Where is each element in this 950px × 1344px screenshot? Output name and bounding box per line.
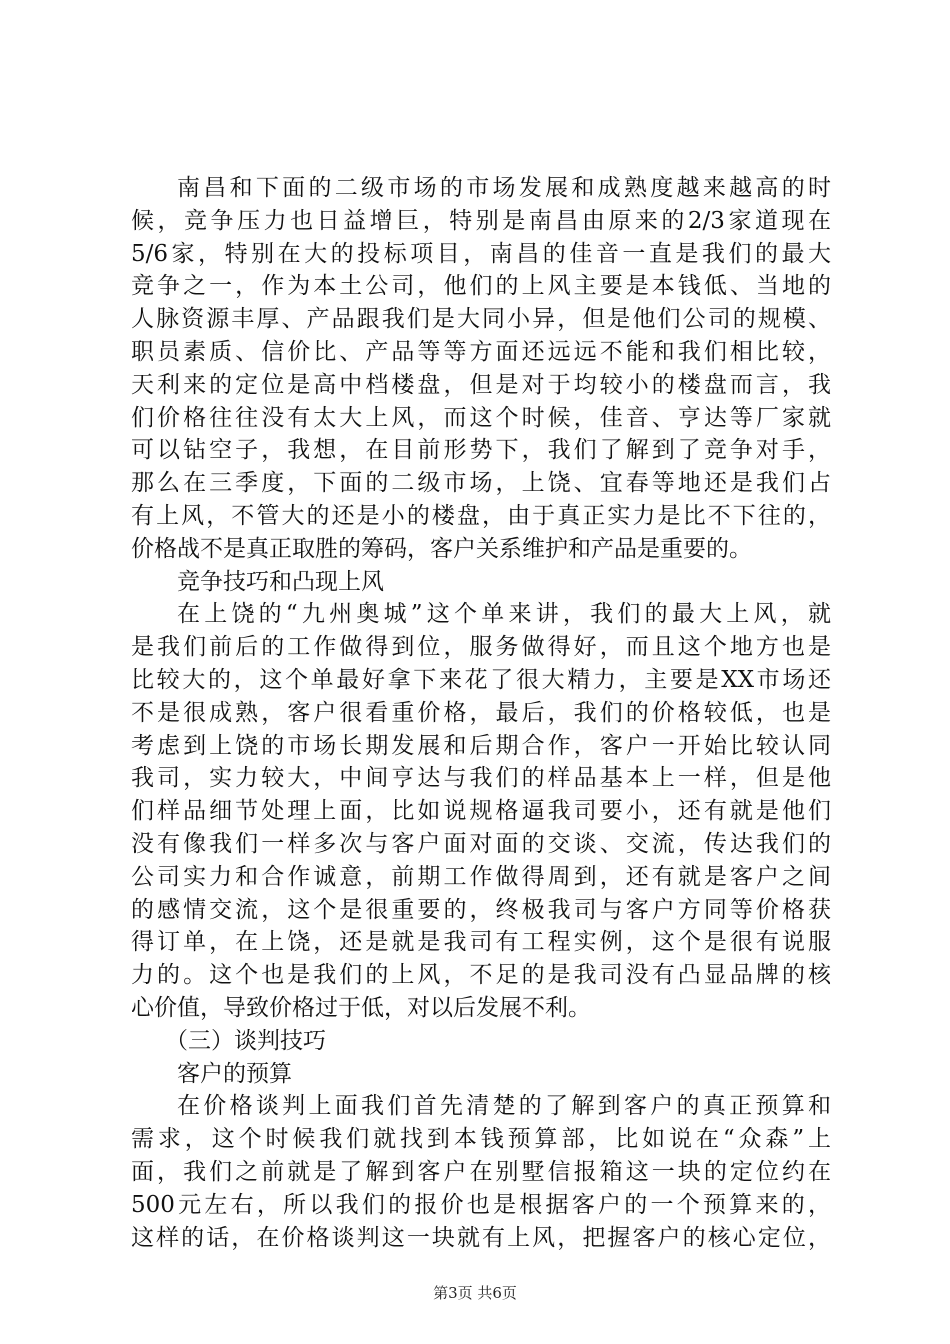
paragraph-line: 得订单，在上饶，还是就是我司有工程实例，这个是很有说服 — [131, 929, 831, 956]
paragraph-line: 南昌和下面的二级市场的市场发展和成熟度越来越高的时 — [177, 175, 831, 201]
paragraph-line: 500元左右，所以我们的报价也是根据客户的一个预算来的， — [131, 1191, 831, 1218]
page-number-footer: 第3页 共6页 — [433, 1284, 517, 1302]
paragraph-line: 的感情交流，这个是很重要的，终极我司与客户方同等价格获 — [131, 896, 831, 923]
document-body — [131, 172, 831, 1254]
paragraph-line: 在价格谈判上面我们首先清楚的了解到客户的真正预算和 — [177, 1093, 831, 1120]
paragraph-line: 是我们前后的工作做得到位，服务做得好，而且这个地方也是 — [131, 634, 831, 661]
paragraph-line: 这样的话，在价格谈判这一块就有上风，把握客户的核心定位， — [131, 1224, 831, 1251]
paragraph-line: 公司实力和合作诚意，前期工作做得周到，还有就是客户之间 — [131, 863, 831, 890]
paragraph-line: 候，竞争压力也日益增巨，特别是南昌由原来的2/3家道现在 — [131, 207, 831, 234]
paragraph-line: 在上饶的“九州奥城”这个单来讲，我们的最大上风，就 — [177, 601, 831, 628]
paragraph-line: 需求，这个时候我们就找到本钱预算部，比如说在“众森”上 — [131, 1126, 831, 1153]
section-heading: 客户的预算 — [177, 1060, 292, 1087]
paragraph-line: 心价值，导致价格过于低，对以后发展不利。 — [131, 994, 591, 1021]
section-heading: （三）谈判技巧 — [165, 1027, 326, 1054]
paragraph-line: 价格战不是真正取胜的筹码，客户关系维护和产品是重要的。 — [131, 535, 752, 562]
paragraph-line: 那么在三季度，下面的二级市场，上饶、宜春等地还是我们占 — [131, 470, 831, 497]
paragraph-line: 们样品细节处理上面，比如说规格逼我司要小，还有就是他们 — [131, 798, 831, 825]
paragraph-line: 天利来的定位是高中档楼盘，但是对于均较小的楼盘而言，我 — [131, 371, 831, 398]
paragraph-line: 职员素质、信价比、产品等等方面还远远不能和我们相比较， — [131, 338, 831, 365]
paragraph-line: 比较大的，这个单最好拿下来花了很大精力，主要是XX市场还 — [131, 666, 831, 693]
paragraph-line: 可以钻空子，我想，在目前形势下，我们了解到了竞争对手， — [131, 437, 831, 464]
paragraph-line: 有上风，不管大的还是小的楼盘，由于真正实力是比不下往的， — [131, 502, 831, 529]
paragraph-line: 力的。这个也是我们的上风，不足的是我司没有凸显品牌的核 — [131, 962, 831, 989]
paragraph-line: 们价格往往没有太大上风，而这个时候，佳音、亨达等厂家就 — [131, 404, 831, 431]
paragraph-line: 5/6家，特别在大的投标项目，南昌的佳音一直是我们的最大 — [131, 240, 831, 267]
paragraph-line: 面，我们之前就是了解到客户在别墅信报箱这一块的定位约在 — [131, 1158, 831, 1185]
paragraph-line: 我司，实力较大，中间亨达与我们的样品基本上一样，但是他 — [131, 765, 831, 792]
section-heading: 竞争技巧和凸现上风 — [177, 568, 384, 595]
paragraph-line: 人脉资源丰厚、产品跟我们是大同小异，但是他们公司的规模、 — [131, 306, 831, 333]
paragraph-line: 没有像我们一样多次与客户面对面的交谈、交流，传达我们的 — [131, 830, 831, 857]
paragraph-line: 竞争之一，作为本土公司，他们的上风主要是本钱低、当地的 — [131, 273, 831, 300]
paragraph-line: 不是很成熟，客户很看重价格，最后，我们的价格较低，也是 — [131, 699, 831, 726]
paragraph-line: 考虑到上饶的市场长期发展和后期合作，客户一开始比较认同 — [131, 732, 831, 759]
